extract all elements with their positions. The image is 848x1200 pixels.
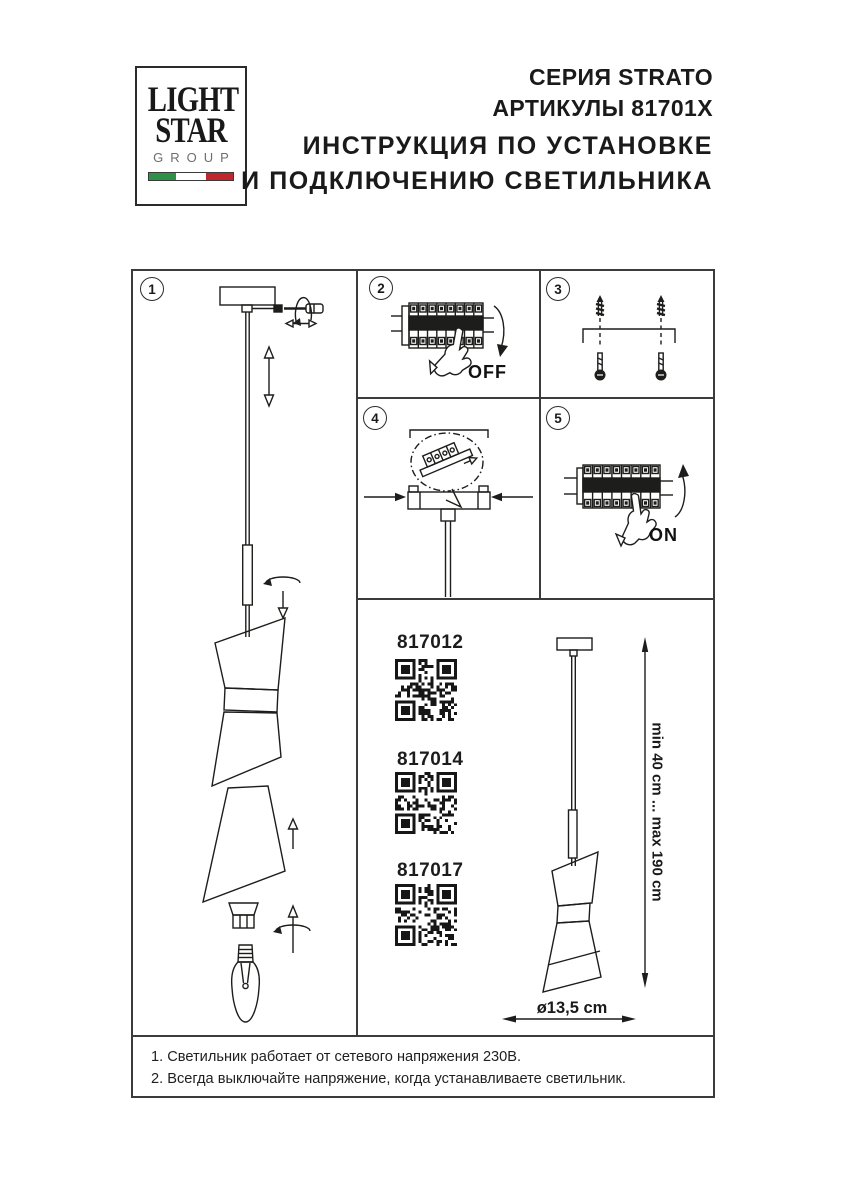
step-3-badge: 3	[546, 277, 570, 301]
pendant-lamp	[543, 638, 601, 992]
circuit-breaker	[564, 465, 673, 508]
italian-flag-icon	[148, 172, 234, 181]
screwdriver-icon	[284, 304, 323, 313]
lamp-socket	[229, 903, 258, 928]
canopy	[408, 486, 490, 597]
step-1-badge: 1	[140, 277, 164, 301]
height-range-label: min 40 cm ... max 190 cm	[648, 722, 666, 902]
qr-code	[395, 659, 457, 721]
on-label: ON	[649, 525, 678, 545]
instruction-title-line2: И ПОДКЛЮЧЕНИЮ СВЕТИЛЬНИКА	[241, 167, 713, 195]
up-arrow-icon	[289, 819, 298, 849]
logo-word-light: LIGHT	[147, 79, 239, 119]
footer-notes	[133, 1037, 711, 1090]
ceiling-bracket	[410, 430, 488, 438]
mounting-screw	[595, 295, 606, 381]
step-2-illustration	[358, 271, 539, 397]
circuit-breaker	[391, 303, 494, 348]
lightstar-logo	[135, 66, 247, 206]
terminal-block	[415, 437, 478, 484]
bowtie-shade	[212, 618, 285, 786]
document-header	[241, 62, 713, 194]
step-5-panel	[541, 399, 713, 598]
step-5-illustration	[541, 399, 713, 598]
off-label: OFF	[468, 362, 507, 382]
switch-down-arrow-icon	[494, 306, 508, 357]
instruction-title-line1: ИНСТРУКЦИЯ ПО УСТАНОВКЕ	[302, 132, 713, 160]
qr-code	[395, 884, 457, 946]
step-4-badge: 4	[363, 406, 387, 430]
step-1-panel	[133, 271, 356, 1035]
step-2-panel	[358, 271, 539, 397]
series-title: СЕРИЯ STRATO	[529, 64, 713, 90]
article-number: 817017	[397, 860, 464, 881]
switch-up-arrow-icon	[675, 464, 689, 517]
rotate-arrow-icon	[273, 906, 310, 953]
diameter-label: ø13,5 cm	[536, 999, 608, 1017]
diffuser-cone	[203, 786, 285, 902]
note-1: 1. Светильник работает от сетевого напряжения 230В.	[151, 1049, 522, 1065]
articles-line: АРТИКУЛЫ 81701X	[492, 95, 713, 121]
step-3-panel	[541, 271, 713, 397]
note-2: 2. Всегда выключайте напряжение, когда устанавливаете светильник.	[151, 1070, 626, 1087]
step-4-illustration	[358, 399, 539, 598]
height-dimension-arrow	[642, 637, 648, 988]
qr-code	[395, 772, 457, 834]
up-down-arrow-icon	[265, 347, 274, 406]
rotate-arrow-icon	[263, 577, 300, 618]
rotate-arrow-icon	[286, 298, 316, 327]
light-bulb	[232, 945, 260, 1022]
mounting-screw	[656, 295, 667, 381]
step-3-illustration	[541, 271, 713, 397]
ceiling-canopy	[220, 287, 275, 305]
step-2-badge: 2	[369, 276, 393, 300]
step-4-panel	[358, 399, 539, 598]
article-number: 817012	[397, 632, 464, 653]
step-1-illustration	[133, 271, 356, 1035]
products-panel	[358, 600, 713, 1035]
article-number: 817014	[397, 749, 464, 770]
logo-word-star: STAR	[155, 110, 227, 150]
step-5-badge: 5	[546, 406, 570, 430]
logo-word-group: GROUP	[153, 150, 236, 165]
